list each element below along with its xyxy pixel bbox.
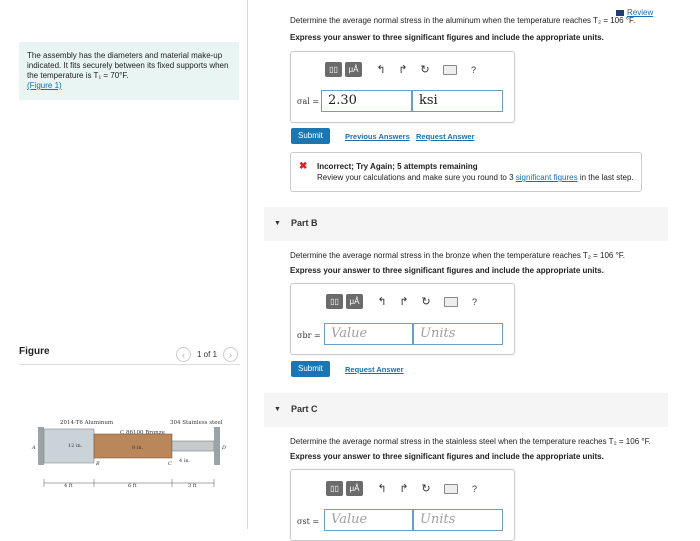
- reset-icon[interactable]: ↻: [421, 296, 431, 308]
- error-icon: ✖: [299, 161, 308, 172]
- part-c-instruction: Express your answer to three significant figures and include the appropriate units.: [290, 452, 604, 461]
- part-c-title: Part C: [291, 404, 318, 414]
- help-icon[interactable]: ?: [472, 296, 478, 307]
- part-a-instruction: Express your answer to three significant figures and include the appropriate units.: [290, 33, 604, 42]
- previous-answers-link[interactable]: Previous Answers: [345, 132, 410, 141]
- panel-divider: [247, 0, 248, 529]
- redo-icon[interactable]: ↱: [399, 483, 409, 495]
- figure-heading: Figure: [19, 346, 50, 357]
- incorrect-feedback: [290, 152, 642, 192]
- length-6ft-label: 6 ft: [128, 483, 137, 489]
- part-c-variable-label: σst =: [297, 517, 320, 526]
- collapse-caret-icon: ▼: [274, 406, 281, 413]
- length-3ft-label: 3 ft: [188, 483, 197, 489]
- assembly-figure: [30, 415, 230, 495]
- feedback-title: Incorrect; Try Again; 5 attempts remaining: [317, 162, 478, 171]
- prev-figure-button[interactable]: ‹: [176, 347, 191, 362]
- part-a-question: Determine the average normal stress in the aluminum when the temperature reaches T₂ = 106 °F.: [290, 16, 636, 25]
- part-b-request-answer-link[interactable]: Request Answer: [345, 365, 404, 374]
- part-b-units-input[interactable]: Units: [413, 323, 503, 345]
- figure-pager: [176, 347, 238, 362]
- part-a-variable-label: σal =: [297, 97, 320, 106]
- part-a-value-input[interactable]: 2.30: [321, 90, 412, 112]
- help-icon[interactable]: ?: [471, 64, 477, 75]
- part-b-toolbar: [326, 294, 477, 309]
- figure-link[interactable]: (Figure 1): [27, 81, 62, 90]
- length-4ft-label: 4 ft: [64, 483, 73, 489]
- part-c-header[interactable]: [264, 393, 668, 427]
- steel-segment: [172, 441, 214, 451]
- part-c-question: Determine the average normal stress in the stainless steel when the temperature reaches T₂ = 106 °F.: [290, 437, 651, 446]
- right-support: [214, 427, 220, 465]
- keyboard-icon[interactable]: [443, 65, 457, 75]
- pager-text: 1 of 1: [197, 350, 218, 359]
- keyboard-icon[interactable]: [444, 484, 458, 494]
- undo-icon[interactable]: ↰: [377, 296, 387, 308]
- steel-label: 304 Stainless steel: [170, 420, 223, 426]
- dim-12-label: 12 in.: [68, 443, 83, 449]
- part-b-question: Determine the average normal stress in the bronze when the temperature reaches T₂ = 106 °F.: [290, 251, 625, 260]
- part-a-toolbar: [325, 62, 476, 77]
- next-figure-button[interactable]: ›: [223, 347, 238, 362]
- aluminum-label: 2014-T6 Aluminum: [60, 420, 114, 426]
- problem-statement: [19, 42, 239, 100]
- part-b-submit-button[interactable]: Submit: [291, 361, 330, 377]
- template-button[interactable]: ▯▯: [325, 62, 342, 77]
- review-icon: [616, 10, 624, 16]
- feedback-message: Review your calculations and make sure you round to 3 significant figures in the last step.: [317, 173, 634, 182]
- part-b-title: Part B: [291, 218, 318, 228]
- part-b-variable-label: σbr =: [297, 331, 321, 340]
- undo-icon[interactable]: ↰: [377, 483, 387, 495]
- point-a-label: A: [32, 445, 36, 451]
- review-link[interactable]: Review: [616, 8, 653, 17]
- reset-icon[interactable]: ↻: [420, 64, 430, 76]
- part-b-instruction: Express your answer to three significant figures and include the appropriate units.: [290, 266, 604, 275]
- units-button[interactable]: μÅ: [345, 62, 362, 77]
- template-button[interactable]: ▯▯: [326, 294, 343, 309]
- part-a-request-answer-link[interactable]: Request Answer: [416, 132, 475, 141]
- keyboard-icon[interactable]: [444, 297, 458, 307]
- part-c-value-input[interactable]: Value: [324, 509, 413, 531]
- units-button[interactable]: μÅ: [346, 481, 363, 496]
- dim-8-label: 8 in.: [132, 445, 144, 451]
- figure-separator: [19, 364, 240, 365]
- part-b-value-input[interactable]: Value: [324, 323, 413, 345]
- part-a-units-input[interactable]: ksi: [412, 90, 503, 112]
- dim-4-label: 4 in.: [179, 458, 191, 464]
- reset-icon[interactable]: ↻: [421, 483, 431, 495]
- undo-icon[interactable]: ↰: [376, 64, 386, 76]
- redo-icon[interactable]: ↱: [398, 64, 408, 76]
- left-support: [38, 427, 44, 465]
- problem-text: The assembly has the diameters and material make-up indicated. It fits securely between its fixed supports when the temperature is T₁ = 70°F.: [27, 51, 229, 80]
- units-button[interactable]: μÅ: [346, 294, 363, 309]
- help-icon[interactable]: ?: [472, 483, 478, 494]
- redo-icon[interactable]: ↱: [399, 296, 409, 308]
- point-b-label: B: [96, 461, 100, 467]
- part-b-header[interactable]: [264, 207, 668, 241]
- part-c-units-input[interactable]: Units: [413, 509, 503, 531]
- collapse-caret-icon: ▼: [274, 220, 281, 227]
- part-a-submit-button[interactable]: Submit: [291, 128, 330, 144]
- significant-figures-link[interactable]: significant figures: [515, 173, 578, 182]
- part-c-toolbar: [326, 481, 477, 496]
- point-c-label: C: [168, 461, 172, 467]
- bronze-label: C 86100 Bronze: [120, 430, 165, 436]
- point-d-label: D: [222, 445, 227, 451]
- template-button[interactable]: ▯▯: [326, 481, 343, 496]
